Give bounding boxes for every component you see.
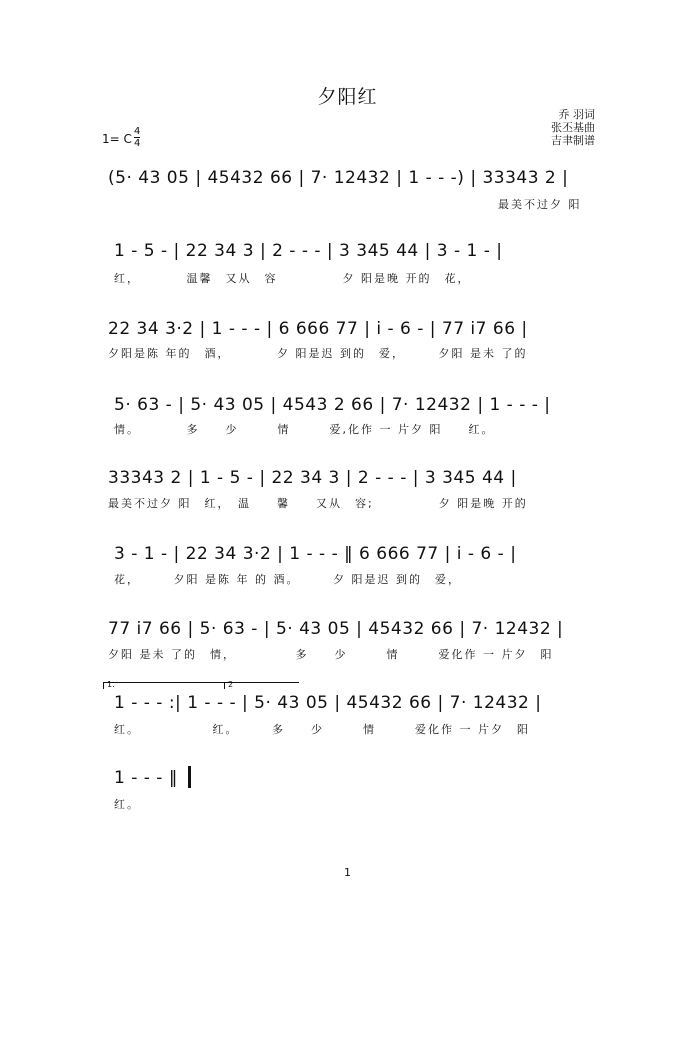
transcriber-credit: 吉聿制谱 xyxy=(551,134,595,147)
lyrics-line-1: 最美不过夕 阳 xyxy=(498,198,582,211)
notation-line-7: 77 i7 66 | 5· 63 - | 5· 43 05 | 45432 66 | 7· 12432 | xyxy=(108,619,564,639)
page-number: 1 xyxy=(344,866,351,879)
notation-line-1: (5· 43 05 | 45432 66 | 7· 12432 | 1 - - -) | 33343 2 | xyxy=(108,168,569,188)
composer-credit: 张丕基曲 xyxy=(551,121,595,134)
time-signature-top: 4 xyxy=(134,126,141,137)
lyrics-line-8: 红。 红。 多 少 情 爱化作 一 片夕 阳 xyxy=(114,723,530,736)
final-barline xyxy=(188,766,191,788)
notation-line-3: 22 34 3·2 | 1 - - - | 6 666 77 | i - 6 - | 77 i7 66 | xyxy=(108,319,528,339)
volta-1-label: 1. xyxy=(107,680,115,689)
song-title: 夕阳红 xyxy=(317,86,378,108)
notation-line-5: 33343 2 | 1 - 5 - | 22 34 3 | 2 - - - | 3 345 44 | xyxy=(108,468,517,488)
key-signature: 1= C xyxy=(102,132,132,146)
lyrics-line-9: 红。 xyxy=(114,798,140,811)
time-signature-bottom: 4 xyxy=(134,138,141,149)
notation-line-4: 5· 63 - | 5· 43 05 | 4543 2 66 | 7· 12432 | 1 - - - | xyxy=(114,395,551,415)
notation-line-9: 1 - - - ‖ xyxy=(114,768,178,788)
notation-line-2: 1 - 5 - | 22 34 3 | 2 - - - | 3 345 44 | 3 - 1 - | xyxy=(114,241,503,261)
notation-line-6: 3 - 1 - | 22 34 3·2 | 1 - - - ‖ 6 666 77 | i - 6 - | xyxy=(114,544,517,564)
volta-2-label: 2 xyxy=(228,680,234,689)
lyrics-line-7: 夕阳 是未 了的 情， 多 少 情 爱化作 一 片夕 阳 xyxy=(108,648,554,661)
volta-second-ending xyxy=(224,682,299,689)
lyricist-credit: 乔 羽词 xyxy=(558,108,595,121)
lyrics-line-3: 夕阳是陈 年的 酒， 夕 阳是迟 到的 爱， 夕阳 是未 了的 xyxy=(108,347,528,360)
lyrics-line-4: 情。 多 少 情 爱,化作 一 片夕 阳 红。 xyxy=(114,423,495,436)
credits xyxy=(551,108,595,147)
lyrics-line-6: 花， 夕阳 是陈 年 的 酒。 夕 阳是迟 到的 爱， xyxy=(114,573,461,586)
time-signature xyxy=(134,127,140,148)
lyrics-line-5: 最美不过夕 阳 红， 温 馨 又从 容; 夕 阳是晚 开的 xyxy=(108,497,528,510)
notation-line-8: 1 - - - :| 1 - - - | 5· 43 05 | 45432 66 | 7· 12432 | xyxy=(114,693,542,713)
lyrics-line-2: 红， 温馨 又从 容 夕 阳是晚 开的 花， xyxy=(114,272,471,285)
